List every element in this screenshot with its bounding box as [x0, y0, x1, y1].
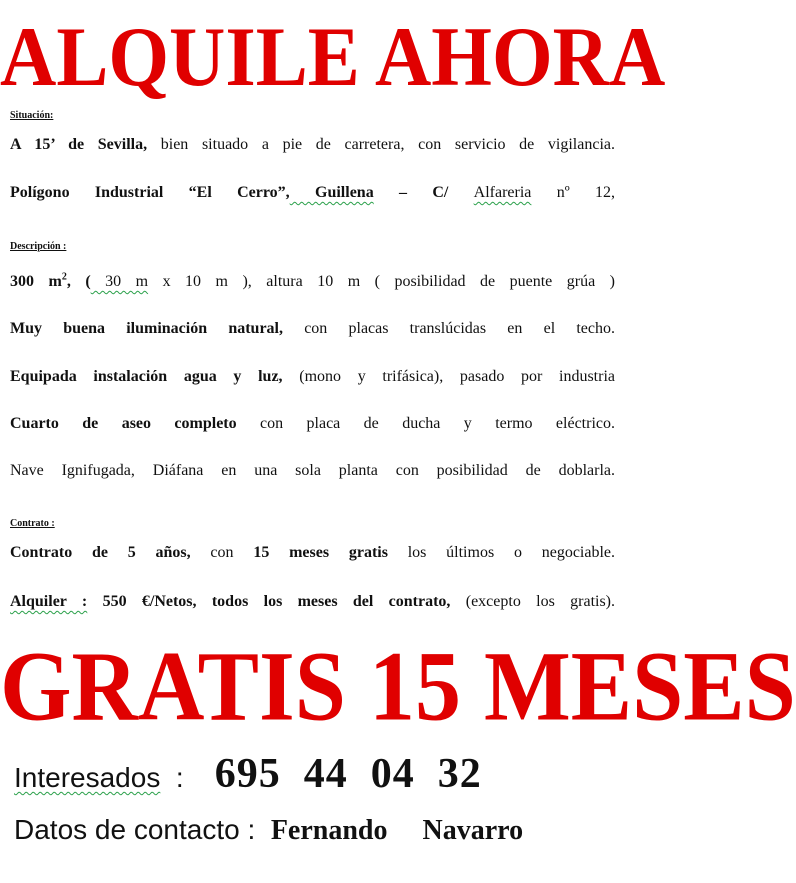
free-months: 15 meses gratis — [253, 544, 388, 561]
area: 300 m — [10, 273, 62, 290]
lighting-detail: con placas translúcidas en el techo. — [282, 320, 615, 337]
utilities-feature: Equipada instalación agua y luz, — [10, 368, 283, 385]
street-name: Alfareria — [473, 184, 532, 201]
area-punctuation: , ( — [66, 273, 91, 290]
situacion-line-2 — [10, 185, 615, 201]
name-spacer — [388, 815, 423, 846]
bathroom-feature: Cuarto de aseo completo — [10, 415, 237, 432]
first-name: Fernando — [270, 815, 388, 846]
descripcion-line-4 — [10, 416, 615, 432]
contrato-line-1 — [10, 545, 615, 561]
headline: ALQUILE AHORA — [0, 9, 666, 104]
interesados-label: Interesados — [14, 762, 161, 793]
situacion-line-1 — [10, 137, 615, 153]
promo-banner: GRATIS 15 MESES — [0, 630, 796, 742]
town-name: Guillena — [289, 184, 374, 201]
descripcion-line-5: Nave Ignifugada, Diáfana en una sola planta con posibilidad de doblarla. — [10, 462, 615, 479]
contract-term: Contrato de 5 años, — [10, 544, 191, 561]
descripcion-line-2 — [10, 321, 615, 337]
rent-exception: (excepto los gratis). — [450, 593, 616, 610]
lighting-feature: Muy buena iluminación natural, — [10, 320, 283, 337]
rent-amount: 550 €/Netos, todos los meses del contrato, — [87, 593, 451, 610]
situacion-label: Situación: — [10, 110, 54, 121]
descripcion-line-1 — [10, 271, 616, 290]
contract-detail: los últimos o negociable. — [387, 544, 616, 561]
descripcion-label: Descripción : — [10, 241, 67, 252]
width: 30 m — [90, 273, 149, 290]
last-name: Navarro — [422, 815, 524, 846]
contract-connector: con — [190, 544, 254, 561]
poligono-name: Polígono Industrial “El Cerro”, — [10, 184, 290, 201]
utilities-detail: (mono y trifásica), pasado por industria — [282, 368, 616, 385]
interesados-colon: : — [160, 762, 215, 793]
area-superscript: 2 — [61, 271, 67, 283]
phone-row — [14, 753, 482, 795]
street-number: nº 12, — [531, 184, 616, 201]
contrato-line-2 — [10, 594, 615, 610]
datos-label: Datos de contacto : — [14, 814, 271, 845]
descripcion-line-3 — [10, 369, 615, 385]
rent-label: Alquiler : — [10, 593, 88, 610]
situacion-location: A 15’ de Sevilla, — [10, 136, 148, 153]
dimensions-detail: x 10 m ), altura 10 m ( posibilidad de puente grúa ) — [148, 273, 616, 290]
street-prefix: – C/ — [373, 184, 474, 201]
bathroom-detail: con placa de ducha y termo eléctrico. — [236, 415, 615, 432]
contact-row — [14, 816, 523, 845]
phone-number: 695 44 04 32 — [214, 751, 482, 797]
contrato-label: Contrato : — [10, 518, 55, 529]
situacion-detail: bien situado a pie de carretera, con servicio de vigilancia. — [147, 136, 616, 153]
